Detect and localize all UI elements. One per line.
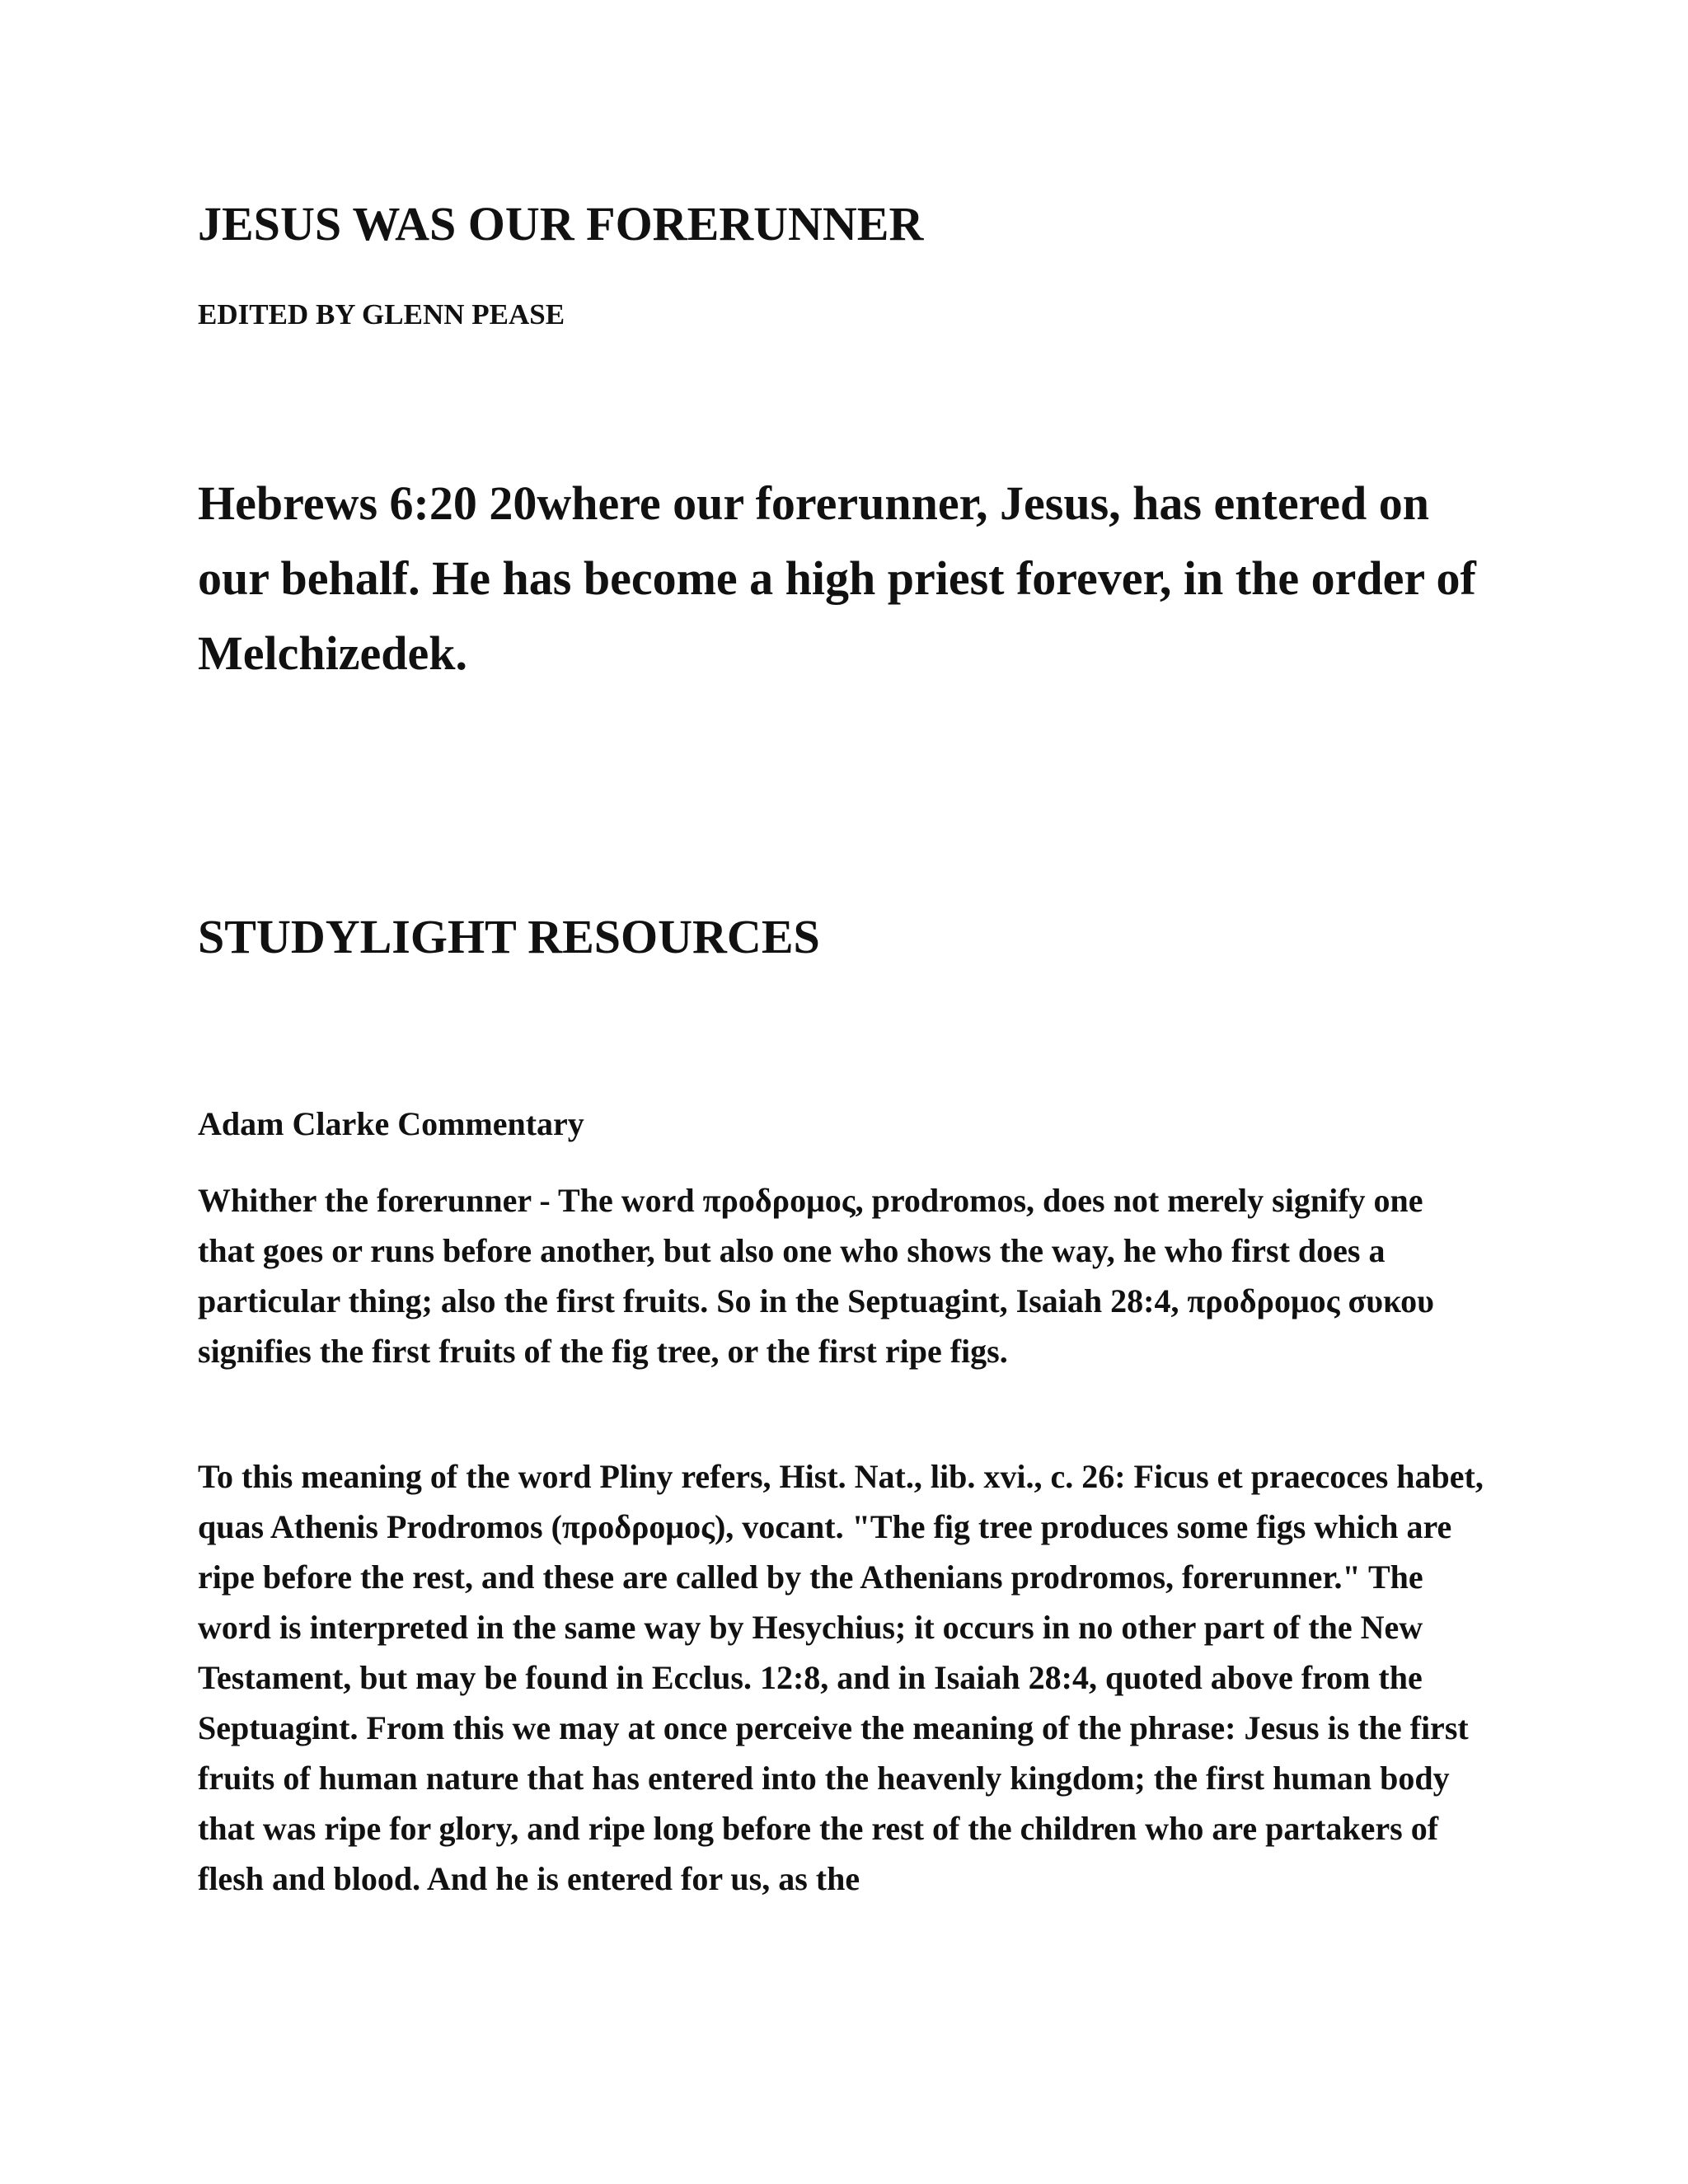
section-heading: STUDYLIGHT RESOURCES [198, 910, 820, 963]
commentary-paragraph: Whither the forerunner - The word προδρομος, prodromos, does not merely signify one that goes or runs before another, but also one who shows the way, he who first does a particular thing; also the first fruits. So in the Septuagint, Isaiah 28:4, προδρομος συκου signifies the first fruits of the fig tree, or the first ripe figs. [198, 1182, 1434, 1370]
commentary-paragraph: To this meaning of the word Pliny refers, Hist. Nat., lib. xvi., c. 26: Ficus et praecoces habet, quas Athenis Prodromos (προδρομος), vocant. "The fig tree produces some figs which are ripe before the rest, and these are called by the Athenians prodromos, forerunner." The word is interpreted in the same way by Hesychius; it occurs in no other part of the New Testament, but may be found in Ecclus. 12:8, and in Isaiah 28:4, quoted above from the Septuagint. From this we may at once perceive the meaning of the phrase: Jesus is the first fruits of human nature that has entered into the heavenly kingdom; the first human body that was ripe for glory, and ripe long before the rest of the children who are partakers of flesh and blood. And he is entered for us, as the [198, 1458, 1484, 1897]
document-title: JESUS WAS OUR FORERUNNER [198, 197, 924, 251]
scripture-verse: Hebrews 6:20 20where our forerunner, Jesus, has entered on our behalf. He has become a high priest forever, in the order of Melchizedek. [198, 476, 1476, 680]
document-page [198, 0, 1484, 2184]
commentary-title: Adam Clarke Commentary [198, 1105, 584, 1142]
editor-credit: EDITED BY GLENN PEASE [198, 298, 565, 330]
